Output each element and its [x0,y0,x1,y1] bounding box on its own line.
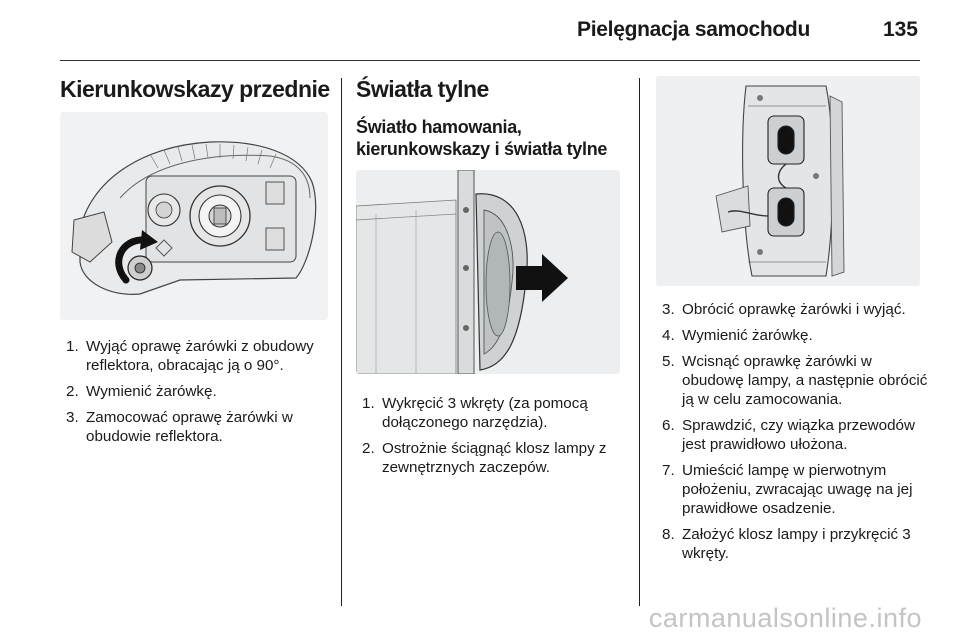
middle-steps [356,394,632,484]
left-column [60,76,332,102]
rear-lamp-steps-first [356,394,632,477]
headlamp-illustration [60,112,328,320]
list-item: 2. Wymienić żarówkę. [66,383,217,400]
rear-lamp-removal-illustration [356,170,620,374]
column-divider-right [639,78,640,606]
page-header [60,0,920,61]
list-item: 1. Wykręcić 3 wkręty (za pomocą dołączonego narzędzia). [362,395,588,431]
section-title: Pielęgnacja samochodu [577,18,810,41]
bulb-holder-illustration [656,76,920,286]
list-item: 8. Założyć klosz lampy i przykręcić 3 wkręty. [662,526,911,562]
list-item: 2. Ostrożnie ściągnąć klosz lampy z zewnętrznych zaczepów. [362,440,607,476]
front-indicator-steps [60,337,332,446]
column-divider-left [341,78,342,606]
middle-column [356,76,630,160]
brake-indicator-heading: Światło hamowania, kierunkowskazy i światła tylne [356,117,608,159]
list-item: 5. Wcisnąć oprawkę żarówki w obudowę lampy, a następnie obrócić ją w celu zamocowania. [662,353,928,408]
left-steps [60,337,332,453]
page-number: 135 [882,18,918,41]
list-item: 3. Obrócić oprawkę żarówki i wyjąć. [662,301,906,318]
list-item: 4. Wymienić żarówkę. [662,327,813,344]
list-item: 6. Sprawdzić, czy wiązka przewodów jest prawidłowo ułożona. [662,417,915,453]
list-item: 3. Zamocować oprawę żarówki w obudowie reflektora. [66,409,293,445]
rear-lights-heading: Światła tylne [356,76,489,102]
rear-lamp-steps-continued [656,300,928,563]
right-steps [656,300,928,570]
list-item: 1. Wyjąć oprawę żarówki z obudowy reflektora, obracając ją o 90°. [66,338,314,374]
list-item: 7. Umieścić lampę w pierwotnym położeniu, zwracając uwagę na jej prawidłowe osadzenie. [662,462,913,517]
watermark: carmanualsonline.info [648,603,922,633]
front-indicators-heading: Kierunkowskazy przednie [60,76,330,102]
